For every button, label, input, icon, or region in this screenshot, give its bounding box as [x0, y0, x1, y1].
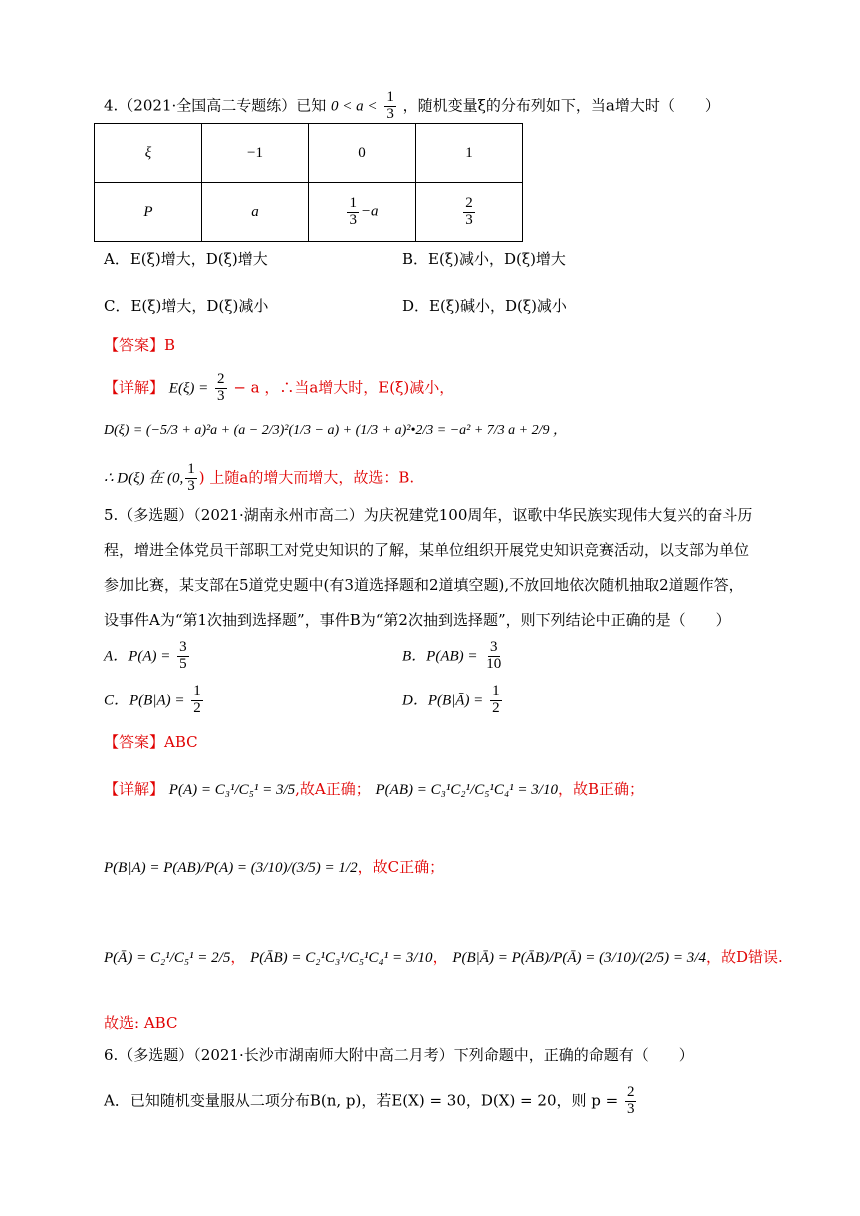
- option-text: D．P(B|Ā) =: [402, 692, 484, 709]
- q4-option-b: B．E(ξ)减小，D(ξ)增大: [402, 250, 566, 268]
- option-text: C．P(B|A) =: [104, 692, 185, 709]
- table-row: [95, 124, 523, 183]
- detail-label: 【详解】: [104, 378, 165, 397]
- detail-expr: P(B|Ā) = P(ĀB)/P(Ā) = (3/10)/(2/5) = 3/4: [452, 950, 706, 966]
- q5-stem-line4: 设事件A为“第1次抽到选择题”，事件B为“第2次抽到选择题”，则下列结论中正确的是（ ）: [104, 611, 731, 629]
- q5-stem-line1: 5.（多选题）（2021·湖南永州市高二）为庆祝建党100周年，讴歌中华民族实现伟大复兴的奋斗历: [104, 506, 753, 524]
- option-fraction: $\frac{3}{10}$: [486, 639, 502, 672]
- q4-answer: 【答案】B: [104, 336, 176, 354]
- table-cell: P: [95, 183, 202, 242]
- q4-detail-line2: D(ξ) = (−5/3 + a)²a + (a − 2/3)²(1/3 − a) + (1/3 + a)²•2/3 = −a² + 7/3 a + 2/9 ，: [104, 423, 568, 438]
- option-text: B．P(AB) =: [402, 648, 478, 665]
- detail-fraction: $\frac{1}{3}$: [187, 461, 195, 494]
- q4-detail-line1: [104, 372, 454, 405]
- q5-option-b: [402, 640, 505, 673]
- table-cell-tail: −a: [360, 203, 379, 220]
- q6-option-a: [104, 1085, 638, 1118]
- table-row: [95, 183, 523, 242]
- detail-text: ，故D错误.: [705, 948, 783, 966]
- q5-option-d: [402, 684, 504, 717]
- table-cell: 0: [309, 124, 416, 183]
- detail-expr: E(ξ) =: [168, 380, 209, 397]
- table-cell: [416, 183, 523, 242]
- q4-option-a: A．E(ξ)增大，D(ξ)增大: [104, 250, 268, 268]
- q5-option-a: [104, 640, 191, 673]
- table-cell: a: [202, 183, 309, 242]
- detail-text: − a ，∴当a增大时，E(ξ)减小，: [233, 378, 455, 397]
- q6-stem: 6.（多选题）（2021·长沙市湖南师大附中高二月考）下列命题中，正确的命题有（ ）: [104, 1046, 694, 1064]
- detail-text: ,故A正确；: [295, 780, 371, 798]
- q4-option-d: D．E(ξ)碱小，D(ξ)减小: [402, 297, 567, 315]
- q4-stem: [104, 90, 720, 123]
- q4-distribution-table: [94, 123, 523, 242]
- detail-text: ，故C正确；: [357, 858, 445, 876]
- q5-detail-line3: P(Ā) = C₂¹/C₅¹ = 2/5， P(ĀB) = C₂¹C₃¹/C₅¹C₄¹ = 3/10， P(B|Ā) = P(ĀB)/P(Ā) = (3/10)/(2/5) = 3/4，故D错误.: [104, 948, 783, 966]
- q5-option-c: [104, 684, 205, 717]
- option-fraction: $\frac{3}{5}$: [179, 639, 187, 672]
- detail-expr: P(A) = C₃¹/C₅¹ = 3/5: [168, 782, 296, 798]
- q4-stem-prefix: 4.（2021·全国高二专题练）已知: [104, 96, 327, 115]
- q4-cond-fraction: $\frac{1}{3}$: [386, 89, 394, 122]
- q5-detail-line1: [104, 780, 644, 799]
- table-fraction: $\frac{2}{3}$: [465, 194, 473, 228]
- detail-expr: P(ĀB) = C₂¹C₃¹/C₅¹C₄¹ = 3/10: [250, 950, 433, 966]
- table-cell: ξ: [95, 124, 202, 183]
- detail-expr: P(Ā) = C₂¹/C₅¹ = 2/5: [104, 950, 231, 966]
- detail-fraction: $\frac{2}{3}$: [217, 371, 225, 404]
- q4-cond-left: 0 < a <: [331, 98, 378, 115]
- table-cell: −1: [202, 124, 309, 183]
- q4-detail-line3: [104, 462, 414, 495]
- detail-text: ，故B正确；: [557, 780, 644, 798]
- option-text: A．P(A) =: [104, 648, 171, 665]
- detail-expr: ∴ D(ξ) 在 (0,: [104, 470, 184, 487]
- option-fraction: $\frac{1}{2}$: [492, 683, 500, 716]
- q4-option-c: C．E(ξ)增大，D(ξ)减小: [104, 297, 269, 315]
- table-cell: 1: [416, 124, 523, 183]
- table-cell: [309, 183, 416, 242]
- q5-conclusion: 故选: ABC: [104, 1014, 178, 1032]
- detail-expr: P(B|A) = P(AB)/P(A) = (3/10)/(3/5) = 1/2: [104, 860, 358, 876]
- detail-text: ) 上随a的增大而增大，故选：B.: [198, 468, 415, 487]
- q5-detail-line2: [104, 858, 444, 877]
- q5-stem-line2: 程，增进全体党员干部职工对党史知识的了解，某单位组织开展党史知识竞赛活动，以支部为单位: [104, 541, 750, 559]
- table-fraction: $\frac{1}{3}$: [349, 194, 357, 228]
- q4-stem-suffix: ，随机变量ξ的分布列如下，当a增大时（ ）: [402, 96, 720, 115]
- option-text: A．已知随机变量服从二项分布B(n, p)，若E(X) = 30，D(X) = 20，则 p =: [104, 1091, 619, 1110]
- q5-answer: 【答案】ABC: [104, 733, 198, 751]
- detail-label: 【详解】: [104, 780, 165, 798]
- detail-expr: P(AB) = C₃¹C₂¹/C₅¹C₄¹ = 3/10: [375, 782, 558, 798]
- q5-stem-line3: 参加比赛，某支部在5道党史题中(有3道选择题和2道填空题),不放回地依次随机抽取2道题作答，: [104, 576, 744, 594]
- option-fraction: $\frac{2}{3}$: [626, 1084, 635, 1117]
- option-fraction: $\frac{1}{2}$: [193, 683, 201, 716]
